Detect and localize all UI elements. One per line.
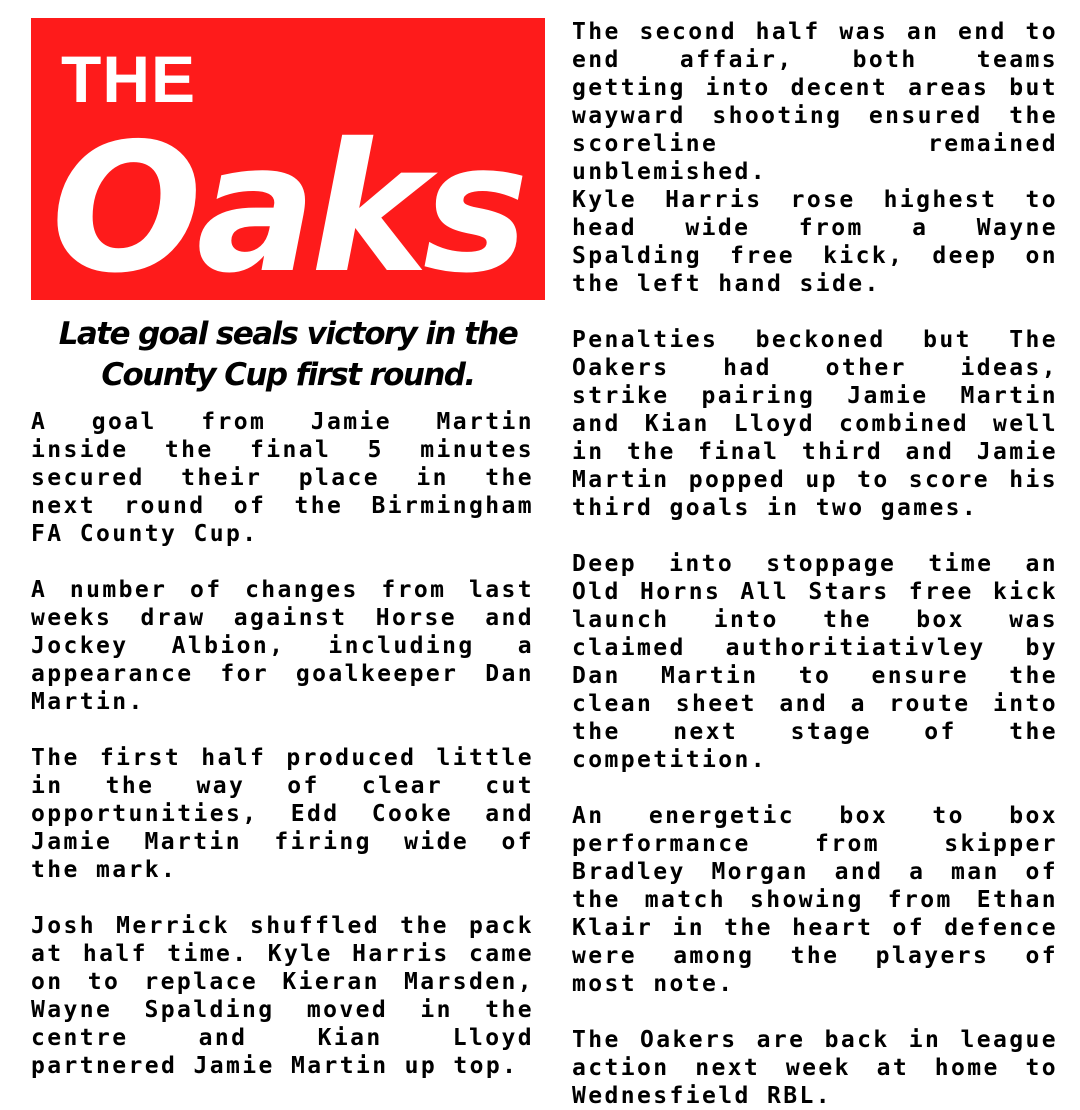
article-paragraph: The Oakers are back in league action next week at home to Wednesfield RBL. [572, 1027, 1058, 1109]
logo-the-text: THE [61, 42, 196, 116]
logo-oaks-text: Oaks [51, 105, 523, 300]
article-paragraph: Penalties beckoned but The Oakers had other ideas, strike pairing Jamie Martin and Kian Lloyd combined well in the final third and Jamie Martin popped up to score his third goals in two games. [572, 327, 1058, 521]
logo-banner [31, 18, 545, 300]
article-paragraph: The first half produced little in the way of clear cut opportunities, Edd Cooke and Jamie Martin firing wide of the mark. [31, 745, 534, 883]
article-paragraph: A number of changes from last weeks draw against Horse and Jockey Albion, including a appearance for goalkeeper Dan Martin. [31, 577, 534, 715]
headline-line-1: Late goal seals victory in the [58, 316, 518, 352]
headline-line-2: County Cup first round. [101, 357, 475, 393]
article-column-left [31, 408, 534, 1080]
article-paragraph: A goal from Jamie Martin inside the final 5 minutes secured their place in the next round of the Birmingham FA County Cup. [31, 409, 534, 547]
article-paragraph: Josh Merrick shuffled the pack at half time. Kyle Harris came on to replace Kieran Marsden, Wayne Spalding moved in the centre and Kian Lloyd partnered Jamie Martin up top. [31, 913, 534, 1079]
article-column-right [572, 18, 1058, 1110]
article-paragraph: Kyle Harris rose highest to head wide from a Wayne Spalding free kick, deep on the left hand side. [572, 187, 1058, 297]
article-headline [31, 314, 545, 396]
article-paragraph: An energetic box to box performance from skipper Bradley Morgan and a man of the match showing from Ethan Klair in the heart of defence were among the players of most note. [572, 803, 1058, 997]
article-paragraph: The second half was an end to end affair, both teams getting into decent areas but wayward shooting ensured the scoreline remained unblemished. [572, 19, 1058, 185]
article-paragraph: Deep into stoppage time an Old Horns All Stars free kick launch into the box was claimed authoritiativley by Dan Martin to ensure the clean sheet and a route into the next stage of the competition. [572, 551, 1058, 773]
